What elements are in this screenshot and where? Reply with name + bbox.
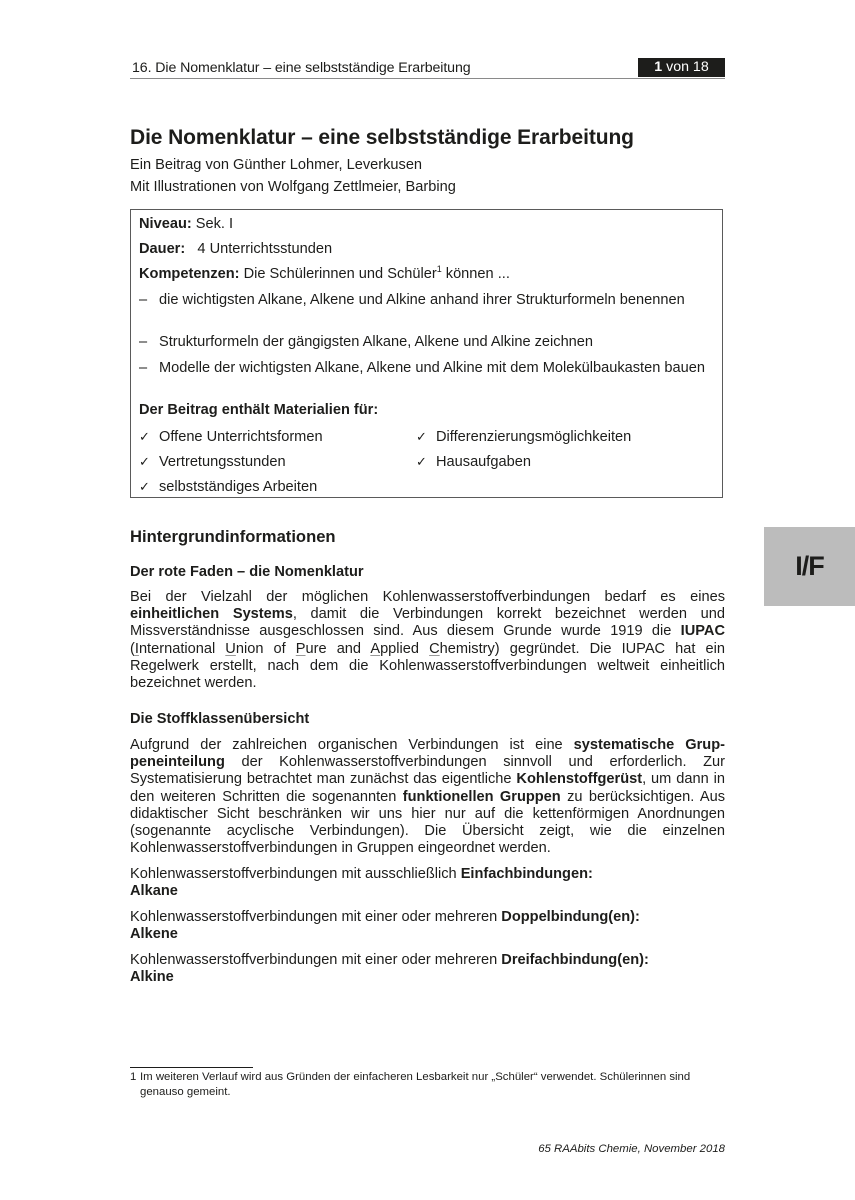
footnote-text: Im weiteren Verlauf wird aus Gründen der einfacheren Lesbarkeit nur „Schüler“ verwendet. Schülerinnen sind genauso gemeint. (140, 1071, 691, 1098)
page-total: von 18 (666, 59, 709, 75)
niveau-label: Niveau: (139, 216, 192, 232)
material-item: ✓ Hausaufgaben (416, 454, 531, 470)
illustrator-line: Mit Illustrationen von Wolfgang Zettlmeier, Barbing (130, 179, 456, 195)
kompetenzen-intro: Die Schülerinnen und Schüler$^1$ können ... (243, 264, 510, 282)
footnote (130, 1070, 725, 1100)
paragraph-nomenklatur: Bei der Vielzahl der möglichen Kohlenwasserstoffverbindungen bedarf es eines einheitlichen Systems, damit die Verbindungen korrekt bezeichnet werden und Missverständnisse ausgeschlossen sind. Aus diesem Grunde wurde 1919 die IUPAC (International Union of Pure and Applied Chemistry) gegründet. Die IUPAC hat ein Regelwerk erstellt, nach dem die Kohlenwasserstoffverbindungen weltweit einheitlich bezeichnet werden. (130, 589, 726, 692)
subsection-heading-stoffklassen: Die Stoffklassenübersicht (130, 711, 310, 727)
materials-heading: Der Beitrag enthält Materialien für: (139, 402, 379, 418)
class-alkine: Kohlenwasserstoffverbindungen mit einer oder mehreren Dreifachbindung(en): Alkine (130, 952, 649, 986)
check-icon: ✓ (416, 454, 427, 469)
running-header-title: 16. Die Nomenklatur – eine selbstständige Erarbeitung (132, 60, 471, 76)
dauer-label: Dauer: (139, 241, 186, 257)
dauer-row (139, 241, 332, 258)
material-item: ✓ Vertretungsstunden (139, 454, 286, 470)
footnote-divider (130, 1067, 253, 1068)
kompetenzen-label: Kompetenzen: (139, 266, 240, 282)
class-alkene: Kohlenwasserstoffverbindungen mit einer oder mehreren Doppelbindung(en): Alkene (130, 909, 640, 943)
kompetenzen-row (139, 266, 510, 283)
niveau-row (139, 216, 233, 233)
check-icon: ✓ (139, 479, 150, 494)
material-item: ✓ selbstständiges Arbeiten (139, 479, 318, 495)
footnote-number: 1 (130, 1071, 137, 1083)
material-item: ✓ Differenzierungsmöglichkeiten (416, 429, 632, 445)
page-current: 1 (654, 59, 663, 75)
niveau-value: Sek. I (195, 216, 234, 232)
author-line: Ein Beitrag von Günther Lohmer, Leverkusen (130, 157, 423, 173)
chapter-tab: I/F (764, 527, 855, 606)
section-heading: Hintergrundinformationen (130, 527, 336, 546)
info-box: Niveau: Sek. I Dauer: 4 Unterrichtsstunden Kompetenzen: Die Schülerinnen und Schüler$^1$ können ... – die wichtigsten Alkane, Alkene und Alkine anhand ihrer Strukturformeln benennen – Strukturformeln der gängigsten Alkane, Alkene und Alkine zeichnen – Modelle der wichtigsten Alkane, Alkene und Alkine mit dem Molekülbaukasten bauen Der Beitrag enthält Materialien für: ✓ Offene Unterrichtsformen ✓ Differenzierungsmöglichkeiten ✓ Vertretungsstunden ✓ Hausaufgaben ✓ selbstständiges Arbeiten (130, 209, 723, 498)
check-icon: ✓ (416, 429, 427, 444)
document-title: Die Nomenklatur – eine selbstständige Erarbeitung (130, 126, 634, 149)
check-icon: ✓ (139, 454, 150, 469)
page-footer: 65 RAAbits Chemie, November 2018 (538, 1143, 725, 1155)
class-name: Alkine (130, 969, 174, 986)
class-name: Alkene (130, 926, 178, 943)
page-number-badge (638, 58, 725, 77)
footnote-ref[interactable]: 1 (436, 264, 442, 274)
class-alkane: Kohlenwasserstoffverbindungen mit ausschließlich Einfachbindungen: Alkane (130, 866, 593, 900)
dash-bullet: – (139, 360, 148, 376)
running-header (130, 58, 725, 79)
dauer-value: 4 Unterrichtsstunden (197, 241, 333, 257)
dash-bullet: – (139, 334, 148, 350)
paragraph-stoffklassen: Aufgrund der zahlreichen organischen Verbindungen ist eine systematische Gruppeneinteilung der Kohlenwasserstoffverbindungen sinnvoll und erforderlich. Zur Systematisierung betrachtet man zunächst das eigentliche Kohlenstoffgerüst, um dann in den weiteren Schritten die sogenannten funktionellen Gruppen zu berücksichtigen. Aus didaktischer Sicht beschränken wir uns hier nur auf die kettenförmigen Anordnungen (sogenannte acyclische Verbindungen). Die Übersicht zeigt, wie die einzelnen Kohlenwasserstoffverbindungen in Gruppen eingeordnet werden. (130, 737, 725, 857)
material-item: ✓ Offene Unterrichtsformen (139, 429, 323, 445)
class-name: Alkane (130, 883, 178, 900)
dash-bullet: – (139, 292, 148, 308)
check-icon: ✓ (139, 429, 150, 444)
subsection-heading-nomenklatur: Der rote Faden – die Nomenklatur (130, 564, 364, 580)
